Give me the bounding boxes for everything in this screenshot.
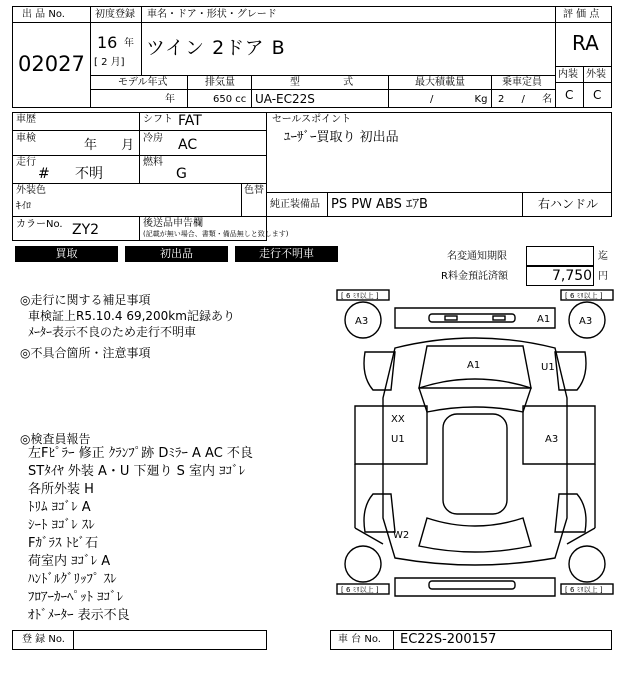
exterior-label: 外装 bbox=[586, 69, 606, 80]
inspector-line: 荷室内 ﾖｺﾞﾚ A bbox=[28, 554, 111, 569]
ac-value: AC bbox=[178, 137, 198, 153]
damage-front-bumper: A1 bbox=[537, 314, 551, 325]
recycle-unit: 円 bbox=[598, 271, 608, 282]
max-load-label: 最大積載量 bbox=[415, 77, 465, 88]
tire-tag: [ 6 ﾐﾘ以上 ] bbox=[341, 292, 379, 300]
inspection-label: 車検 bbox=[16, 133, 36, 144]
capacity-value: 2 / 名 bbox=[498, 94, 553, 105]
handle-value: 右ハンドル bbox=[538, 197, 599, 211]
tag-first-listing: 初出品 bbox=[125, 246, 228, 262]
inspector-line: ﾊﾝﾄﾞﾙｸﾞﾘｯﾌﾟ ｽﾚ bbox=[28, 572, 117, 587]
recycle-label: R料金預託済額 bbox=[441, 271, 508, 282]
model-year-label: モデル年式 bbox=[118, 77, 168, 88]
ext-color-box bbox=[12, 183, 267, 217]
inspector-line: ﾌﾛｱｰｶｰﾍﾟｯﾄ ﾖｺﾞﾚ bbox=[28, 590, 124, 605]
type-label: 型 式 bbox=[290, 77, 354, 88]
mileage-notes-heading: ◎走行に関する補足事項 bbox=[20, 293, 151, 307]
name-change-box bbox=[526, 246, 594, 266]
mileage-label: 走行 bbox=[16, 157, 36, 168]
inspector-line: 左Fﾋﾟﾗｰ 修正 ｸﾗﾝﾌﾟ跡 Dﾐﾗｰ A AC 不良 bbox=[28, 446, 253, 461]
mileage-note-line: ﾒｰﾀｰ表示不良のため走行不明車 bbox=[28, 325, 197, 339]
tag-kaitori: 買取 bbox=[15, 246, 118, 262]
tire-tag: [ 6 ﾐﾘ以上 ] bbox=[565, 586, 603, 594]
displacement-label: 排気量 bbox=[205, 77, 235, 88]
inspector-line: ﾄﾘﾑ ﾖｺﾞﾚ A bbox=[28, 500, 91, 515]
color-no-label: カラーNo. bbox=[16, 219, 63, 230]
model-name: ツイン 2ドア B bbox=[146, 37, 286, 59]
repaint-label: 色替 bbox=[244, 185, 264, 196]
recycle-value: 7,750 bbox=[552, 268, 593, 284]
mileage-prefix: # bbox=[38, 166, 50, 182]
first-reg-label: 初度登録 bbox=[95, 9, 135, 20]
inspection-value: 年 月 bbox=[84, 138, 135, 153]
tire-tag: [ 6 ﾐﾘ以上 ] bbox=[341, 586, 379, 594]
name-change-label: 名変通知期限 bbox=[447, 251, 507, 262]
exterior-grade: C bbox=[593, 88, 602, 102]
equipment-label: 純正装備品 bbox=[270, 199, 320, 210]
sales-point-value: ﾕｰｻﾞｰ買取り 初出品 bbox=[284, 130, 399, 145]
equipment-value: PS PW ABS ｴｱB bbox=[331, 197, 428, 212]
tag-mileage-unknown: 走行不明車 bbox=[235, 246, 338, 262]
damage-right-front-fender: U1 bbox=[541, 362, 555, 373]
tire-tag: [ 6 ﾐﾘ以上 ] bbox=[565, 292, 603, 300]
first-reg-month: [ 2 月] bbox=[94, 57, 125, 68]
doc-label: 後送品申告欄 bbox=[143, 218, 203, 229]
score-value: RA bbox=[572, 31, 599, 55]
damage-front-right-wheel: A3 bbox=[579, 316, 593, 327]
type-value: UA-EC22S bbox=[255, 92, 315, 106]
doc-note: (記載が無い場合、書類・備品無しと致します) bbox=[143, 230, 289, 238]
fuel-value: G bbox=[176, 166, 187, 182]
model-label: 車名・ドア・形状・グレード bbox=[147, 9, 277, 20]
ac-label: 冷房 bbox=[143, 133, 163, 144]
first-reg-year: 16 bbox=[97, 33, 118, 52]
name-change-unit: 迄 bbox=[598, 251, 608, 262]
registration-label: 登 録 No. bbox=[22, 634, 65, 645]
inspector-line: 各所外装 H bbox=[28, 482, 94, 497]
mileage-note-line: 車検証上R5.10.4 69,200km記録あり bbox=[28, 309, 235, 323]
ext-color-label: 外装色 bbox=[16, 185, 46, 196]
model-year-unit: 年 bbox=[165, 94, 175, 105]
damage-hood: A1 bbox=[467, 360, 481, 371]
interior-label: 内装 bbox=[558, 69, 578, 80]
fuel-label: 燃料 bbox=[143, 157, 163, 168]
damage-right-door: A3 bbox=[545, 434, 559, 445]
inspector-line: ｵﾄﾞﾒｰﾀｰ 表示不良 bbox=[28, 608, 130, 623]
inspector-line: STﾀｲﾔ 外装 A・U 下廻り S 室内 ﾖｺﾞﾚ bbox=[28, 464, 246, 479]
inspector-line: ｼｰﾄ ﾖｺﾞﾚ ｽﾚ bbox=[28, 518, 95, 533]
mileage-value: 不明 bbox=[75, 166, 103, 182]
max-load-value: / Kg bbox=[430, 94, 488, 105]
history-label: 車歴 bbox=[16, 114, 36, 125]
displacement-value: 650 cc bbox=[213, 94, 247, 105]
inspector-heading: ◎検査員報告 bbox=[20, 432, 91, 446]
first-reg-year-unit: 年 bbox=[124, 38, 134, 49]
lot-label: 出 品 No. bbox=[22, 9, 65, 20]
lot-number: 02027 bbox=[18, 52, 85, 76]
sales-point-label: セールスポイント bbox=[272, 114, 352, 125]
damage-rear-glass: W2 bbox=[393, 530, 410, 541]
chassis-value: EC22S-200157 bbox=[400, 632, 497, 647]
damage-front-left-wheel: A3 bbox=[355, 316, 369, 327]
inspector-line: Fｶﾞﾗｽ ﾄﾋﾞ石 bbox=[28, 536, 99, 551]
chassis-label: 車 台 No. bbox=[338, 634, 381, 645]
capacity-label: 乗車定員 bbox=[502, 77, 542, 88]
damage-left-door-u1: U1 bbox=[391, 434, 405, 445]
interior-grade: C bbox=[565, 88, 574, 102]
shift-label: シフト bbox=[143, 114, 173, 125]
ext-color-value: ｷｲﾛ bbox=[16, 201, 31, 212]
shift-value: FAT bbox=[178, 113, 202, 129]
damage-left-door-xx: XX bbox=[391, 414, 405, 425]
car-damage-diagram bbox=[335, 288, 615, 628]
score-label: 評 価 点 bbox=[563, 9, 600, 20]
defect-notes-heading: ◎不具合箇所・注意事項 bbox=[20, 346, 151, 360]
color-no-value: ZY2 bbox=[72, 222, 100, 238]
